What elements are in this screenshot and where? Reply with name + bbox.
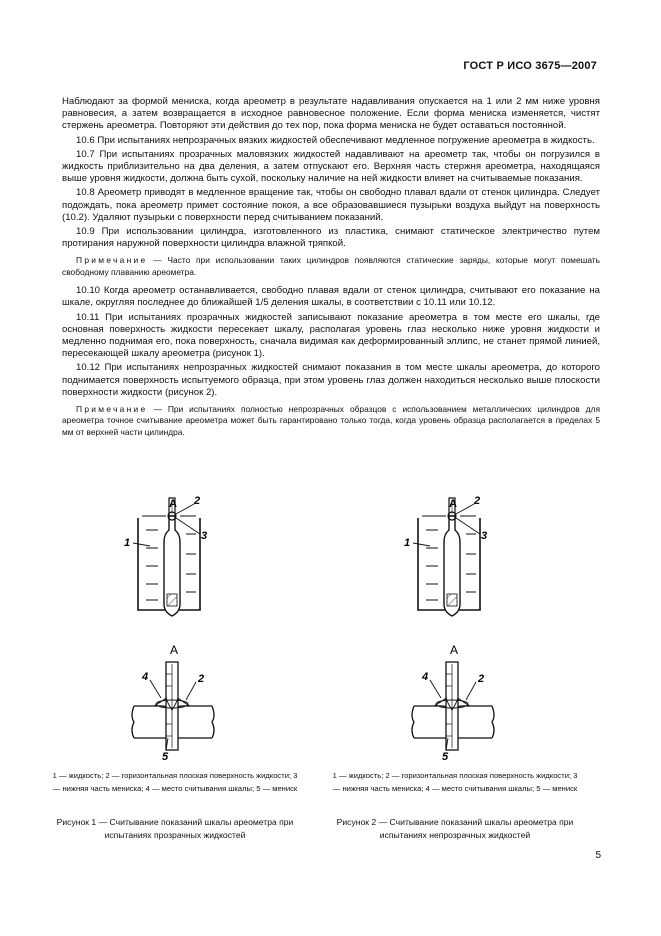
- marker-a: А: [449, 498, 457, 510]
- label-2: 2: [474, 495, 481, 507]
- paragraph-10-12: 10.12 При испытаниях непрозрачных жидкостей снимают показания в том месте шкалы ареометра, до которого поднимается поверхность испытуемого образца, при этом уровень глаз должен находиться несколько выше плоскости поверхности жидкости (рисунок 2).: [62, 362, 600, 398]
- paragraph-10-11: 10.11 При испытаниях прозрачных жидкостей записывают показание ареометра в том месте его шкалы, где основная поверхность жидкости пересекает шкалу, располагая уровень глаз несколько ниже уровня жидкости и медленно поднимая его, пока поверхность, сначала видимая как деформированный эллипс, не станет прямой линией, пересекающей шкалу ареометра (рисунок 1).: [62, 311, 600, 360]
- detail-scale-stem: [166, 662, 178, 750]
- note-label: Примечание: [76, 255, 148, 266]
- label-2-detail: 2: [198, 673, 205, 685]
- paragraph-10-7: 10.7 При испытаниях прозрачных маловязких жидкостей надавливают на ареометр так, чтобы он погрузился в жидкость приблизительно на два деления, а затем отпускают его. Верхняя часть стержня ареометра, находящаяся выше уровня жидкости, должна быть сухой, поскольку наличие на ней жидкости влияет на считываемые показания.: [62, 148, 600, 185]
- label-3: 3: [481, 530, 488, 542]
- figure-2: [330, 494, 580, 839]
- label-4: 4: [142, 671, 149, 683]
- label-4: 4: [422, 671, 429, 683]
- paragraph-10-9: 10.9 При использовании цилиндра, изготовленного из пластика, снимают статическое электричество путем протирания наружной поверхности цилиндра влажной тряпкой.: [62, 226, 600, 250]
- detail-marker-a: А: [170, 643, 179, 657]
- figure-1-caption: Рисунок 1 — Считывание показаний шкалы ареометра при испытаниях прозрачных жидкостей: [56, 817, 294, 840]
- page-number: 5: [595, 850, 601, 861]
- figure-1-diagram: [50, 494, 300, 764]
- note-label: Примечание: [76, 404, 148, 415]
- hydrometer: [444, 498, 460, 616]
- document-header: ГОСТ Р ИСО 3675—2007: [463, 60, 597, 72]
- document-body: [62, 96, 600, 445]
- marker-a: А: [169, 498, 177, 510]
- paragraph-10-10: 10.10 Когда ареометр останавливается, свободно плавая вдали от стенок цилиндра, считывают его показание на шкале, округляя последнее до ближайшей 1/5 деления шкалы, в соответствии с 10.11 или 10.12.: [62, 285, 600, 309]
- label-2: 2: [194, 495, 201, 507]
- figures-area: [50, 494, 610, 839]
- note-opaque-samples: [62, 404, 600, 438]
- hydrometer: [164, 498, 180, 616]
- detail-marker-a: А: [450, 643, 459, 657]
- paragraph-10-6: 10.6 При испытаниях непрозрачных вязких жидкостей обеспечивают медленное погружение ареометра в жидкость.: [76, 134, 595, 146]
- paragraph-meniscus: Наблюдают за формой мениска, когда ареометр в результате надавливания опускается на 1 или 2 мм ниже уровня равновесия, а затем возвращается в исходное равновесное положение. Если форма мениска изменяется, чистят стержень ареометра. Повторяют эти действия до тех пор, пока форма мениска не будет оставаться постоянной.: [62, 96, 600, 132]
- label-3: 3: [201, 530, 208, 542]
- note-text: — Часто при использовании таких цилиндров появляются статические заряды, которые могут помешать свободному плаванию ареометра.: [62, 255, 600, 277]
- figure-2-diagram: [330, 494, 580, 764]
- figure-2-legend: 1 — жидкость; 2 — горизонтальная плоская поверхность жидкости; 3 — нижняя часть мениска; 4 — место считывания шкалы; 5 — мениск: [332, 771, 578, 793]
- label-2-detail: 2: [478, 673, 485, 685]
- figure-1: [50, 494, 300, 839]
- label-1: 1: [404, 537, 411, 549]
- label-5: 5: [162, 751, 169, 763]
- detail-scale-stem: [446, 662, 458, 750]
- figure-1-legend: 1 — жидкость; 2 — горизонтальная плоская поверхность жидкости; 3 — нижняя часть мениска; 4 — место считывания шкалы; 5 — мениск: [52, 771, 298, 793]
- label-1: 1: [124, 537, 131, 549]
- note-text: — При испытаниях полностью непрозрачных образцов с использованием металлических цилиндров для ареометра точное считывание ареометра может быть гарантировано только тогда, когда уровень образца располагается в пределах 5 мм от верхней части цилиндра.: [62, 404, 600, 437]
- paragraph-10-8: 10.8 Ареометр приводят в медленное вращение так, чтобы он свободно плавал вдали от стенок цилиндра. Следует подождать, пока ареометр примет состояние покоя, а все образовавшиеся пузырьки воздуха выйдут на поверхность (10.2). Удаляют пузырьки с поверхности перед считыванием показаний.: [62, 187, 600, 223]
- note-static-charge: [62, 255, 600, 278]
- label-5: 5: [442, 751, 449, 763]
- figure-2-caption: Рисунок 2 — Считывание показаний шкалы ареометра при испытаниях непрозрачных жидкостей: [336, 817, 574, 840]
